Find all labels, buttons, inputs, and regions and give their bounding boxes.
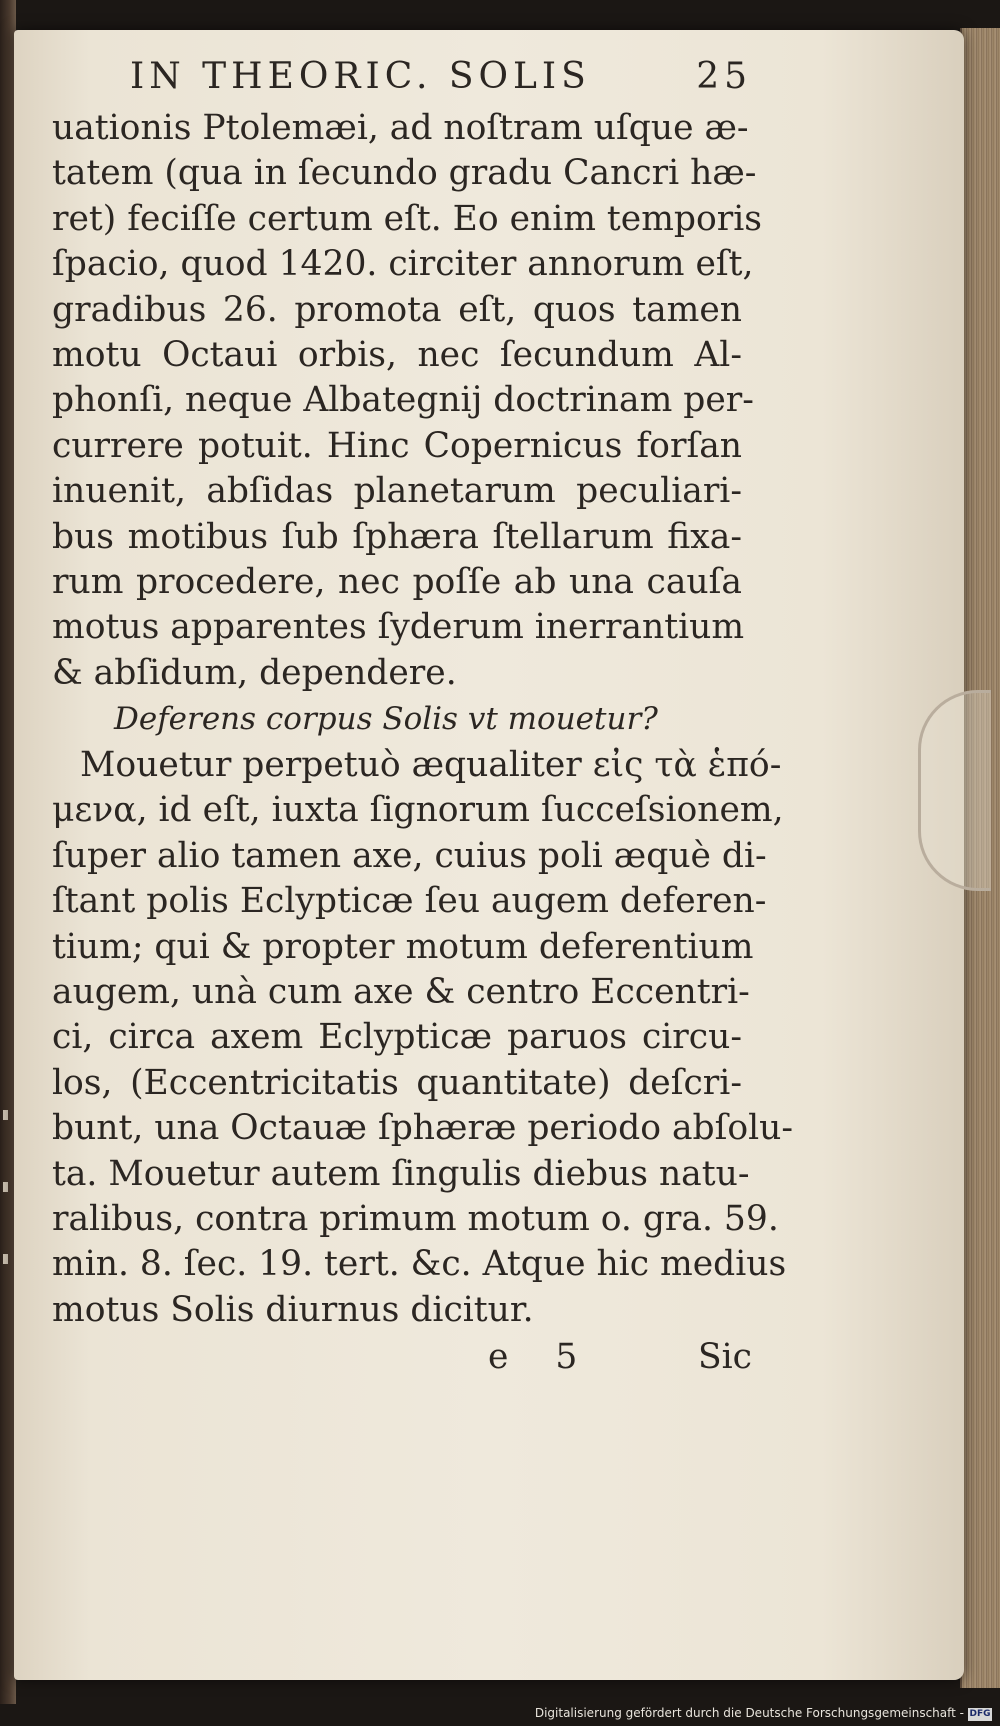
text-line: motus apparentes ſyderum inerrantium: [52, 607, 745, 648]
dfg-logo: DFG: [969, 1709, 991, 1719]
binding-mark: [3, 1254, 8, 1264]
text-line: gradibus 26. promota eſt, quos tamen: [52, 289, 742, 330]
text-line: bunt, una Octauæ ſphæræ periodo abſolu-: [52, 1108, 794, 1149]
text-line: bus motibus ſub ſphæra ſtellarum fixa-: [52, 516, 742, 557]
signature-mark: e 5: [488, 1337, 596, 1378]
binding-mark: [3, 1182, 8, 1192]
text-line: motus Solis diurnus dicitur.: [52, 1289, 534, 1330]
catchword: Sic: [698, 1337, 752, 1378]
page-number: 25: [696, 56, 752, 97]
text-line: tatem (qua in ſecundo gradu Cancri hæ-: [52, 153, 757, 194]
text-line: tium; qui & propter motum deferentium: [52, 926, 754, 967]
text-line: uationis Ptolemæi, ad noſtram uſque æ-: [52, 108, 749, 148]
binding-mark: [3, 1110, 8, 1120]
text-line: ſuper alio tamen axe, cuius poli æquè di-: [52, 835, 767, 876]
text-line: Mouetur perpetuò æqualiter εἰς τὰ ἑπό-: [80, 745, 782, 786]
running-head-title: IN THEORIC. SOLIS: [130, 56, 591, 97]
section-question: Deferens corpus Solis vt mouetur?: [114, 701, 658, 738]
paragraph-1: [52, 106, 762, 696]
text-line: augem, unà cum axe & centro Eccentri-: [52, 972, 750, 1013]
text-line: ret) feciſſe certum eſt. Eo enim temporis: [52, 198, 762, 239]
text-line: los, (Eccentricitatis quantitate) deſcri-: [52, 1062, 742, 1103]
binding-marks: [0, 1110, 10, 1326]
text-line: phonſi, neque Albategnij doctrinam per-: [52, 380, 754, 421]
text-line: inuenit, abſidas planetarum peculiari-: [52, 471, 742, 512]
text-line: ſtant polis Eclypticæ ſeu augem deferen-: [52, 881, 767, 922]
text-line: ta. Mouetur autem ſingulis diebus natu-: [52, 1153, 750, 1194]
text-line: & abſidum, dependere.: [52, 652, 457, 693]
page-tab-mark: [918, 690, 991, 891]
catchline: [52, 1337, 752, 1389]
text-line: rum procedere, nec poſſe ab una cauſa: [52, 561, 742, 602]
text-line: ci, circa axem Eclypticæ paruos circu-: [52, 1017, 742, 1058]
running-head: [52, 56, 752, 106]
paragraph-2: [52, 743, 794, 1333]
text-line: ſpacio, quod 1420. circiter annorum eſt,: [52, 244, 754, 285]
text-line: ralibus, contra primum motum o. gra. 59.: [52, 1198, 779, 1239]
text-line: μενα, id eſt, iuxta ſignorum ſucceſsionem,: [52, 790, 784, 831]
text-line: currere potuit. Hinc Copernicus forſan: [52, 425, 742, 466]
digitization-credit: Digitalisierung gefördert durch die Deutsche Forschungsgemeinschaft -: [534, 1706, 964, 1720]
text-line: min. 8. ſec. 19. tert. &c. Atque hic medius: [52, 1244, 787, 1285]
page-text: [52, 56, 794, 1389]
text-line: motu Octaui orbis, nec ſecundum Al-: [52, 334, 742, 375]
